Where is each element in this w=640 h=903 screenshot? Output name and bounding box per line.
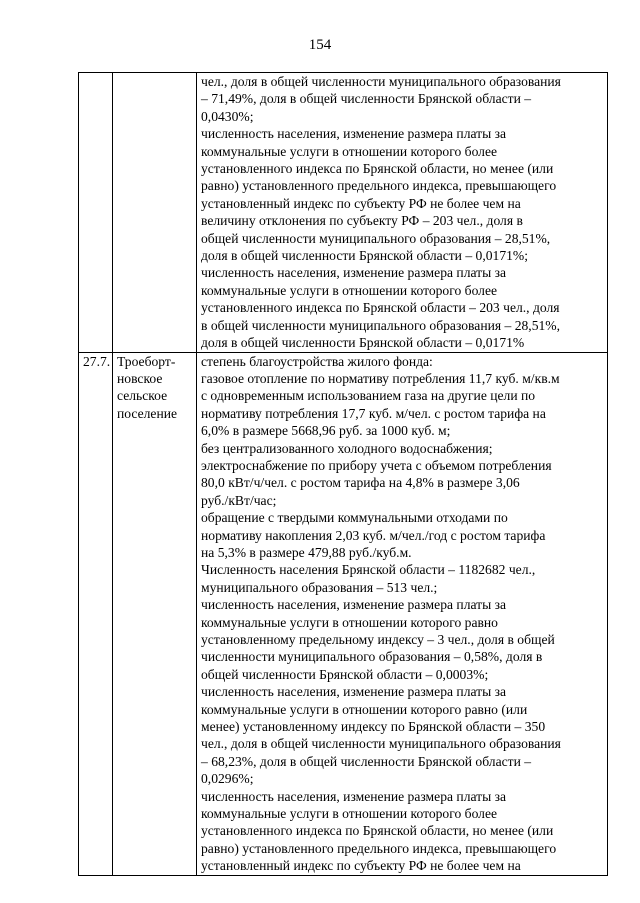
- name-line: сельское: [117, 388, 168, 404]
- data-table: [78, 72, 608, 876]
- text-line: 0,0296%;: [201, 771, 254, 787]
- text-line: доля в общей численности Брянской области – 0,0171%;: [201, 248, 529, 264]
- text-line: общей численности муниципального образования – 28,51%,: [201, 230, 551, 246]
- name-line: новское: [117, 370, 163, 386]
- text-line: обращение с твердыми коммунальными отходами по: [201, 510, 508, 526]
- text-line: установленного индекса по Брянской области, но менее (или: [201, 823, 554, 839]
- name-line: Троеборт-: [117, 353, 176, 369]
- text-line: 0,0430%;: [201, 108, 254, 124]
- text-line: установленный индекс по субъекту РФ не более чем на: [201, 858, 521, 874]
- text-line: равно) установленного предельного индекса, превышающего: [201, 178, 557, 194]
- text-line: установленному предельному индексу – 3 чел., доля в общей: [201, 632, 555, 647]
- text-line: коммунальные услуги в отношении которого равно: [201, 614, 498, 630]
- text-line: степень благоустройства жилого фонда:: [201, 353, 433, 369]
- table-row: [79, 352, 608, 875]
- row-number-cell: [79, 73, 113, 353]
- text-line: величину отклонения по субъекту РФ – 203 чел., доля в: [201, 213, 523, 229]
- description-cell: [197, 352, 608, 875]
- settlement-name-cell: [113, 73, 197, 353]
- text-line: численности муниципального образования – 0,58%, доля в: [201, 649, 543, 665]
- settlement-name-cell: [113, 352, 197, 875]
- text-line: руб./кВт/час;: [201, 492, 277, 508]
- text-line: коммунальные услуги в отношении которого более: [201, 143, 498, 159]
- row-number-cell: 27.7.: [79, 352, 113, 875]
- text-line: коммунальные услуги в отношении которого более: [201, 282, 498, 298]
- text-line: чел., доля в общей численности муниципального образования: [201, 736, 561, 752]
- description-cell: [197, 73, 608, 353]
- text-line: численность населения, изменение размера платы за: [201, 684, 507, 700]
- text-line: установленного индекса по Брянской области, но менее (или: [201, 161, 554, 177]
- text-line: – 68,23%, доля в общей численности Брянской области –: [201, 753, 532, 769]
- text-line: общей численности Брянской области – 0,0003%;: [201, 666, 489, 682]
- text-line: нормативу накопления 2,03 куб. м/чел./год с ростом тарифа: [201, 527, 546, 543]
- text-line: – 71,49%, доля в общей численности Брянской области –: [201, 91, 532, 107]
- text-line: чел., доля в общей численности муниципального образования: [201, 74, 561, 89]
- table-row: [79, 73, 608, 353]
- text-line: газовое отопление по нормативу потребления 11,7 куб. м/кв.м: [201, 370, 560, 386]
- text-line: равно) установленного предельного индекса, превышающего: [201, 840, 557, 856]
- text-line: с одновременным использованием газа на другие цели по: [201, 388, 536, 404]
- page-number: 154: [308, 37, 332, 53]
- text-line: на 5,3% в размере 479,88 руб./куб.м.: [201, 544, 412, 560]
- text-line: 6,0% в размере 5668,96 руб. за 1000 куб. м;: [201, 423, 451, 439]
- text-line: коммунальные услуги в отношении которого более: [201, 806, 498, 822]
- text-line: электроснабжение по прибору учета с объемом потребления: [201, 457, 552, 473]
- text-line: численность населения, изменение размера платы за: [201, 597, 507, 613]
- text-line: численность населения, изменение размера платы за: [201, 265, 507, 281]
- text-line: менее) установленному индексу по Брянской области – 350: [201, 719, 546, 735]
- text-line: без централизованного холодного водоснабжения;: [201, 440, 493, 456]
- text-line: доля в общей численности Брянской области – 0,0171%: [201, 335, 525, 351]
- name-line: поселение: [117, 405, 178, 421]
- text-line: установленного индекса по Брянской области – 203 чел., доля: [201, 300, 560, 316]
- text-line: коммунальные услуги в отношении которого равно (или: [201, 701, 528, 717]
- text-line: установленный индекс по субъекту РФ не более чем на: [201, 195, 521, 211]
- text-line: 80,0 кВт/ч/чел. с ростом тарифа на 4,8% в размере 3,06: [201, 475, 520, 491]
- text-line: в общей численности муниципального образования – 28,51%,: [201, 317, 561, 333]
- text-line: численность населения, изменение размера платы за: [201, 126, 507, 142]
- text-line: муниципального образования – 513 чел.;: [201, 579, 438, 595]
- text-line: нормативу потребления 17,7 куб. м/чел. с ростом тарифа на: [201, 405, 546, 421]
- text-line: Численность населения Брянской области – 1182682 чел.,: [201, 562, 536, 578]
- text-line: численность населения, изменение размера платы за: [201, 788, 507, 804]
